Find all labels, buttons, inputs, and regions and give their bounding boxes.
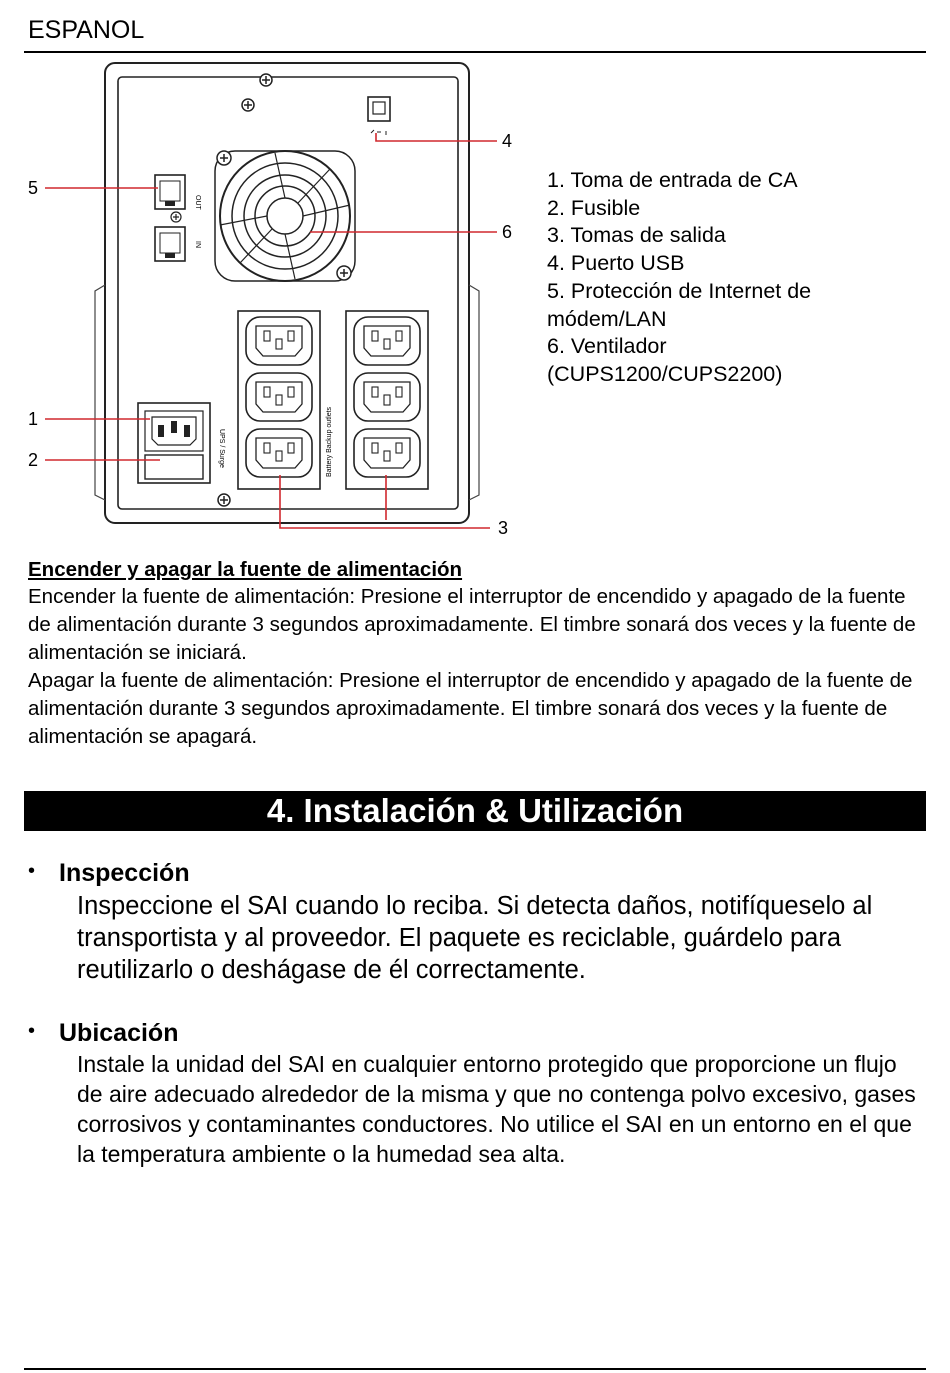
screw-icon <box>171 212 181 222</box>
screw-icon <box>260 74 272 86</box>
location-text: Instale la unidad del SAI en cualquier entorno protegido que proporcione un flujo de aire adecuado alrededor de la misma y que no contenga polvo excesivo, gases corrosivos y contaminantes conductores. No utilice el SAI en un entorno en el que la temperatura ambiente o la humedad sea alta. <box>77 1051 916 1167</box>
callout-number-4: 4 <box>502 131 513 151</box>
surge-group-label: UPS / Surge <box>218 429 225 468</box>
ac-outlet-icon <box>246 429 312 477</box>
document-language: ESPANOL <box>28 16 145 44</box>
fan-icon <box>215 151 355 281</box>
chapter-title-banner: 4. Instalación & Utilización <box>24 791 926 831</box>
component-legend <box>547 167 867 389</box>
power-off-text: Apagar la fuente de alimentación: Presione el interruptor de encendido y apagado de la fuente de alimentación durante 3 segundos aproximadamente. El timbre sonará dos veces y la fuente de alimentación se apagará. <box>28 668 913 748</box>
bullet: • <box>28 860 36 882</box>
bottom-rule <box>24 1368 926 1370</box>
callout-number-3: 3 <box>498 518 509 538</box>
callout-number-6: 6 <box>502 222 513 242</box>
bullet: • <box>28 1020 36 1042</box>
screw-icon <box>218 494 230 506</box>
ac-outlet-icon <box>246 317 312 365</box>
battery-group-label: Battery Backup outlets <box>326 406 333 477</box>
fuse-icon <box>145 455 203 479</box>
ups-rear-panel-diagram <box>0 55 560 545</box>
ac-outlet-icon <box>354 429 420 477</box>
power-section-heading: Encender y apagar la fuente de alimentación <box>28 558 463 581</box>
ac-outlet-icon <box>354 373 420 421</box>
inspection-title: Inspección <box>59 859 190 887</box>
inspection-item <box>28 858 923 986</box>
ac-outlet-icon <box>246 373 312 421</box>
top-rule <box>24 51 926 53</box>
legend-item: 1. Toma de entrada de CA <box>547 168 798 192</box>
lan-out-port-icon <box>155 175 185 209</box>
legend-item: 5. Protección de Internet de módem/LAN <box>547 278 812 331</box>
ac-outlet-icon <box>354 317 420 365</box>
lan-in-port-icon <box>155 227 185 261</box>
inspection-text: Inspeccione el SAI cuando lo reciba. Si detecta daños, notifíqueselo al transportista y al proveedor. El paquete es reciclable, guárdelo para reutilizarlo o deshágase de él correctamente. <box>77 892 873 984</box>
screw-icon <box>242 99 254 111</box>
location-title: Ubicación <box>59 1019 179 1047</box>
callout-number-1: 1 <box>28 409 39 429</box>
location-item <box>28 1018 923 1169</box>
power-on-text: Encender la fuente de alimentación: Presione el interruptor de encendido y apagado de la fuente de alimentación durante 3 segundos aproximadamente. El timbre sonará dos veces y la fuente de alimentación se iniciará. <box>28 585 916 664</box>
callout-number-2: 2 <box>28 450 39 470</box>
power-section <box>28 557 923 750</box>
port-out-label: OUT <box>194 195 201 210</box>
legend-item: 3. Tomas de salida <box>547 223 726 248</box>
port-in-label: IN <box>194 241 201 248</box>
callout-number-5: 5 <box>28 178 39 198</box>
legend-item: 2. Fusible <box>547 195 641 220</box>
legend-item: 6. Ventilador (CUPS1200/CUPS2200) <box>547 334 783 386</box>
legend-item: 4. Puerto USB <box>547 251 685 276</box>
